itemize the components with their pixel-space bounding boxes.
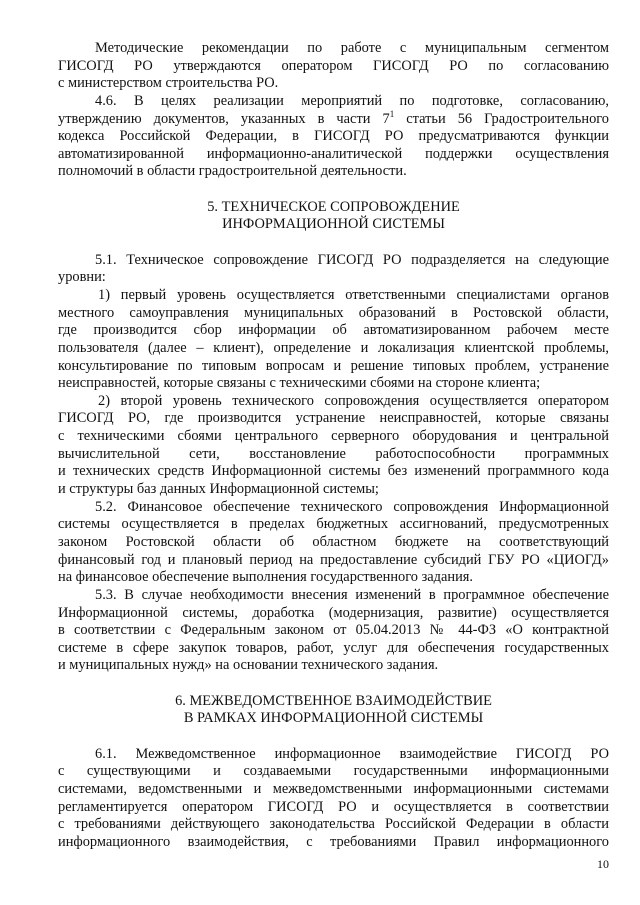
paragraph-4-5-continuation [58,40,609,93]
text-line: законом Ростовской области об областном бюджете на соответствующий [58,533,609,550]
page-number: 10 [597,857,609,871]
text-line [58,108,609,129]
text-line: автоматизированной информационно-аналитической поддержки осуществления [58,145,609,162]
text-line: местного самоуправления муниципальных образований в Ростовской области, [58,304,609,321]
text-line: 4.6. В целях реализации мероприятий по подготовке, согласованию, [95,92,609,109]
paragraph-5-2 [58,499,609,587]
list-item-level-2 [58,393,609,499]
text-line: с существующими и создаваемыми государственными информационными [58,763,609,780]
paragraph-4-6 [58,93,609,181]
text-line: финансовый год и плановый период на предоставление субсидий ГБУ РО «ЦИОГД» [58,551,609,568]
heading-line: 5. ТЕХНИЧЕСКОЕ СОПРОВОЖДЕНИЕ [207,198,460,215]
list-item-level-1 [58,287,609,393]
text-line: 6.1. Межведомственное информационное взаимодействие ГИСОГД РО [95,745,609,762]
text-line: с министерством строительства РО. [58,75,279,92]
text-fragment: утверждению документов, указанных в части 7 [58,110,390,127]
text-line: 5.1. Техническое сопровождение ГИСОГД РО подразделяется на следующие [95,251,609,268]
heading-line: В РАМКАХ ИНФОРМАЦИОННОЙ СИСТЕМЫ [183,710,484,727]
text-line: и муниципальных нужд» на основании технического задания. [58,657,439,674]
text-line: полномочий в области градостроительной деятельности. [58,163,407,180]
section-6-heading [58,693,609,728]
text-line: и структуры баз данных Информационной системы; [58,481,379,498]
text-line: системы осуществляется в пределах бюджетных ассигнований, предусмотренных [58,516,609,533]
text-line: 5.3. В случае необходимости внесения изменений в программное обеспечение [95,586,609,603]
text-fragment: статьи 56 Градостроительного [394,110,609,127]
text-line: пользователя (далее – клиент), определение и локализация клиентской проблемы, [58,339,609,356]
text-line: с техническими сбоями центрального серверного оборудования и центральной [58,428,609,445]
text-line: ГИСОГД РО, где производится устранение неисправностей, которые связаны [58,410,609,427]
text-line: ГИСОГД РО утверждаются оператором ГИСОГД РО по согласованию [58,57,609,74]
heading-line: 6. МЕЖВЕДОМСТВЕННОЕ ВЗАИМОДЕЙСТВИЕ [175,692,492,709]
text-line: системами, ведомственными и межведомственными информационными системами [58,780,609,797]
text-line: на финансовое обеспечение выполнения государственного задания. [58,569,473,586]
text-line: 5.2. Финансовое обеспечение технического сопровождения Информационной [95,498,609,515]
text-line: уровни: [58,269,106,286]
text-line: 1) первый уровень осуществляется ответственными специалистами органов [98,286,609,303]
text-line: консультирование по типовым вопросам и решение типовых проблем, устранение [58,357,609,374]
paragraph-6-1 [58,746,609,852]
document-body [58,40,609,851]
text-line: информационного взаимодействия, с требованиями Правил информационного [58,833,609,850]
superscript: 1 [389,108,395,119]
text-line: регламентируется оператором ГИСОГД РО и осуществляется в соответствии [58,798,609,815]
text-line: системе в сфере закупок товаров, работ, услуг для обеспечения государственных [58,639,609,656]
paragraph-5-1 [58,252,609,287]
paragraph-5-3 [58,587,609,675]
section-5-heading [58,199,609,234]
text-line: в соответствии с Федеральным законом от 05.04.2013 № 44-ФЗ «О контрактной [58,622,609,639]
text-line: Методические рекомендации по работе с муниципальным сегментом [95,40,609,56]
text-line: с требованиями действующего законодательства Российской Федерации в области [58,816,609,833]
text-line: вычислительной сети, восстановление работоспособности программных [58,445,609,462]
text-line: 2) второй уровень технического сопровождения осуществляется оператором [98,392,609,409]
text-line: где производится сбор информации об автоматизированном рабочем месте [58,322,609,339]
text-line: Информационной системы, доработка (модернизация, развитие) осуществляется [58,604,609,621]
heading-line: ИНФОРМАЦИОННОЙ СИСТЕМЫ [222,216,445,233]
text-line: кодекса Российской Федерации, в ГИСОГД РО предусматриваются функции [58,128,609,145]
text-line: и технических средств Информационной системы без изменений программного кода [58,463,609,480]
text-line: неисправностей, которые связаны с техническими сбоями на стороне клиента; [58,375,541,392]
